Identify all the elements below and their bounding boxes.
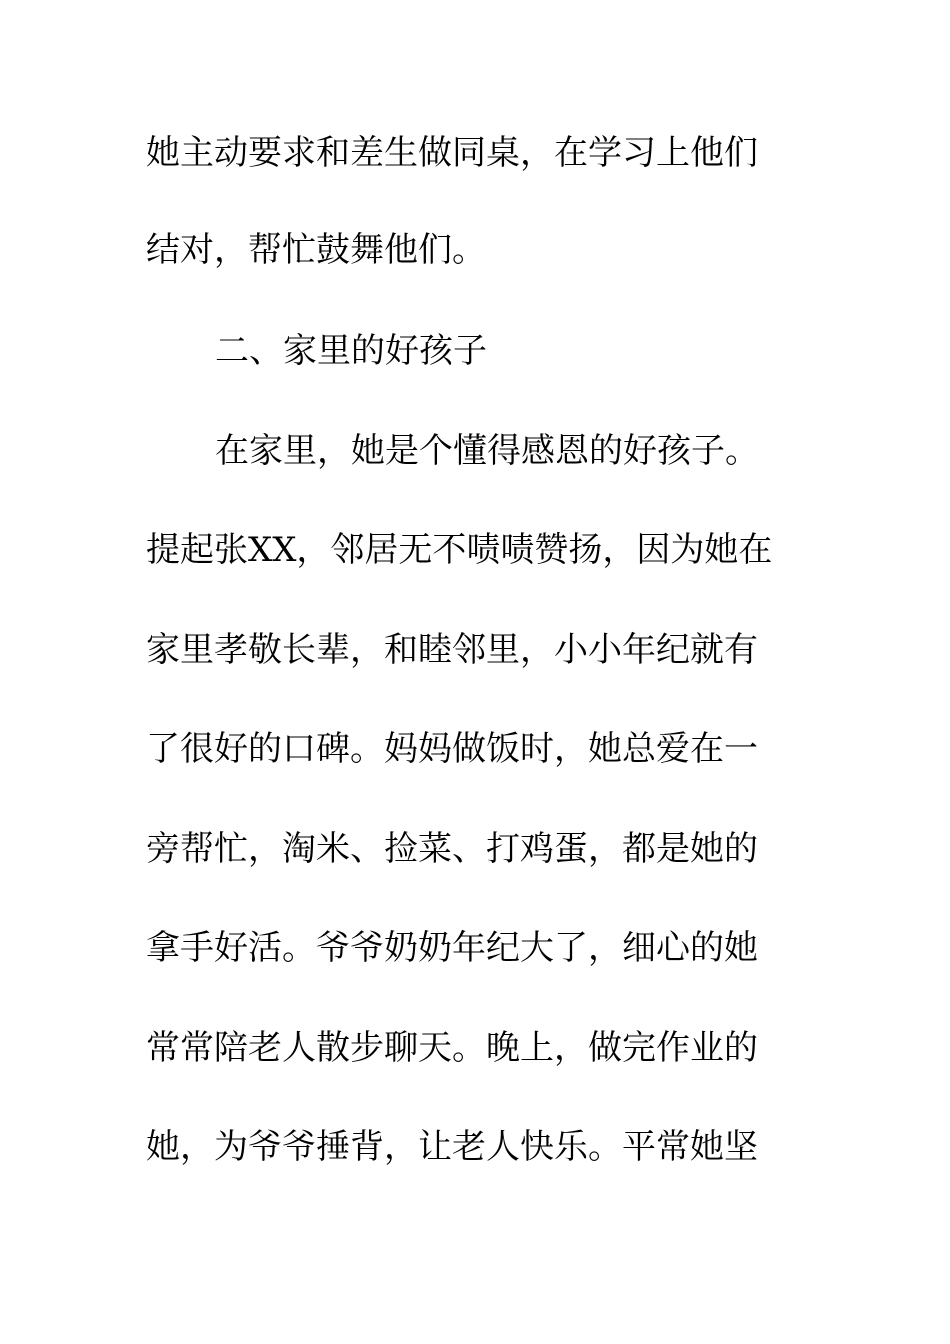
text-line-7: 了很好的口碑。妈妈做饭时，她总爱在一 bbox=[146, 729, 758, 769]
text-line-11: 她，为爷爷捶背，让老人快乐。平常她坚 bbox=[146, 1127, 758, 1167]
text-line-5: 提起张XX，邻居无不啧啧赞扬，因为她在 bbox=[146, 530, 773, 570]
text-line-9: 拿手好活。爷爷奶奶年纪大了，细心的她 bbox=[146, 928, 758, 968]
text-line-1: 她主动要求和差生做同桌，在学习上他们 bbox=[146, 133, 758, 173]
text-line-10: 常常陪老人散步聊天。晚上，做完作业的 bbox=[146, 1028, 758, 1068]
text-line-4: 在家里，她是个懂得感恩的好孩子。 bbox=[215, 431, 759, 471]
section-heading: 二、家里的好孩子 bbox=[215, 331, 487, 371]
text-line-2: 结对，帮忙鼓舞他们。 bbox=[146, 230, 486, 270]
text-line-8: 旁帮忙，淘米、捡菜、打鸡蛋，都是她的 bbox=[146, 829, 758, 869]
text-line-6: 家里孝敬长辈，和睦邻里，小小年纪就有 bbox=[146, 630, 758, 670]
